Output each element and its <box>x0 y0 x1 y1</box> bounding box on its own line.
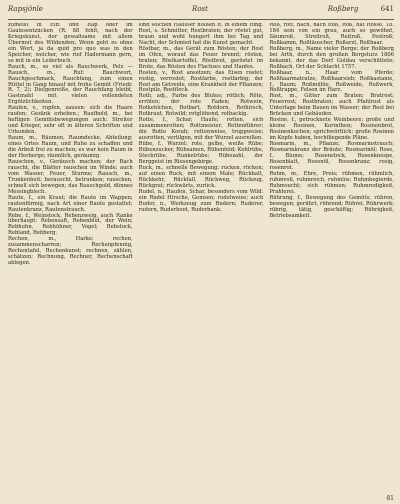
entry-paragraph: Rechen, m., Harke; rechen, zusammenscharren; Rechenpfennig, Rechentafel, Rechenkunst; rechnen, zählen, schätzen; Rechnung, Rechner, Rechenschaft ablegen. <box>8 236 133 267</box>
entry-paragraph: Roßhaar, n., Haar vom Pferde; Roßhaarmatratze, Roßhaarsieb; Roßkastanie, f., Baum; Roßmühle, Roßweide, Roßwerk, Roßtrappe, Felsen im Harz. <box>269 69 395 94</box>
entry-paragraph: Rosmarin, m., Pflanze; Rosmarinstrauch; Rosmarinkranz der Bräute; Rosmarinöl; Rose, f., Blume; Rosenstock, Rosenknospe, Rosenblatt, Rosenöl, Rosenkranz; rosig, rosenrot. <box>269 141 395 171</box>
column-left <box>8 23 133 501</box>
entry-paragraph: Rübe, f., Wurzel: rote, gelbe, weiße Rübe; Rübenzucker, Rübsamen, Rübenfeld; Kohlrübe, Steckrübe, Runkelrübe; Rübezahl, der Berggeist im Riesengebirge. <box>138 141 264 165</box>
entry-paragraph: Rosine, f., getrocknete Weinbeere; große und kleine Rosinen, Korinthen; Rosinenbrot, Rosinenkuchen; sprichwörtlich: große Rosinen im Kopfe haben, hochfliegende Pläne. <box>269 117 395 142</box>
entry-paragraph: Rosten, v., Rost ansetzen; das Eisen rostet; rostig, verrostet; Rostfarbe, rostfarbig; der Rost am Getreide, eine Krankheit der Pflanzen; Rostpilz, Rostfleck. <box>138 69 264 94</box>
header-left-word: Rapsjönle <box>8 5 43 13</box>
entry-paragraph: Roßberg, m., Name vieler Berge; der Roßberg bei Arth, durch den großen Bergsturz 1806 bekannt, der das Dorf Goldau verschüttete; Roßbach, Ort der Schlacht 1757. <box>269 45 395 70</box>
entry-paragraph: Rauschen, v., Geräusch machen; der Bach rauscht, die Blätter rauschen im Winde; auch vom Wasser, Feuer, Sturme; Rausch, m., Trunkenheit; berauscht, betrunken; rauschen, schnell sich bewegen; das Rauschgold, dünnes Messingblech. <box>8 158 133 195</box>
header-center-word: Rost <box>192 5 208 13</box>
entry-paragraph: Ruhm, m., Ehre, Preis; rühmen, rühmlich, ruhmvoll, ruhmreich, ruhmlos; Ruhmbegierde, Ruhmsucht; sich rühmen; Ruhmredigkeit, Prahlerei. <box>269 170 395 195</box>
header-rule <box>8 19 394 20</box>
signature-mark: 81 <box>386 495 394 502</box>
entry-paragraph: Roth, adj., Farbe des Blutes; rötlich, Röte, erröten; der rote Faden; Rotwein, Rotkehlchen, Rotbart, Rotdorn, Rothirsch, Rotkraut, Rotwild; rotglühend, rotbackig. <box>138 93 264 118</box>
header-right-keyword: Roßberg <box>327 5 359 13</box>
entry-paragraph: Rost, m., Gitter zum Braten; Bratrost; Feuerrost; Rostbraten; auch Pfahlrost als Unterlage beim Bauen im Wasser; der Rost bei Brücken und Gebäuden. <box>269 93 395 118</box>
text-columns <box>8 23 394 501</box>
entry-paragraph: Rebe, f., Weinstock, Rebenzweig, auch Ranke überhaupt: Rebensaft, Rebenblut, der Wein; Rebhuhn, Rebhühner, Vogel; Rebstock, Rebland, Rebberg. <box>8 212 133 237</box>
entry-paragraph: Röstbar, m., das Gerät zum Rösten; der Rost im Ofen, worauf das Feuer brennt; rösten, braten; Röstkartoffel, Röstbrot, geröstet im Brote, das Rösten des Flachses und Hanfes. <box>138 45 264 70</box>
running-header <box>8 5 394 17</box>
page-number: 641 <box>380 5 394 13</box>
entry-paragraph: Raufen, v., rupfen, zausen: sich die Haare raufen; Gezänk erheben.; Raufbold, m., bei heftigen Gemütsbewegungen auch: Streiter und Krieger, sehr oft in älteren Schriften und Urkunden. <box>8 105 133 136</box>
column-middle <box>139 23 264 501</box>
entry-paragraph: Raum, m., Räumen, Raumdecke, Abteilung: eines Ortes Raum, und Ruhe zu schaffen und die Arbeit frei zu machen; es war kein Raum in der Herberge; räumlich, geräumig. <box>8 135 133 159</box>
entry-paragraph: sind solchen Häusser hölßen R. in einem Ring. Rost, s. Schmitter, Rostbraten; der röstet gut, braun und wohl hungert ihm bei Tag und Nacht, der Schmied hat die Kunst gemacht. <box>138 23 264 46</box>
entry-paragraph: Raute, f., ein Kraut; die Raute im Wappen; rautenförmig, nach Art einer Raute gestaltet; Rautenkranz, Rautenstrauch. <box>8 194 133 213</box>
entry-paragraph: Rührung, f., Bewegung des Gemüts; rühren, bewegen; gerührt, rührend; Rührei, Rührwerk; rührig, tätig, geschäftig; Rührigkeit, Betriebsamkeit. <box>269 194 395 219</box>
entry-paragraph: Rudel, n., Haufen, Schar, besonders vom Wild: ein Rudel Hirsche, Gemsen; rudelweise; auch Ruder, n., Werkzeug zum Rudern; Ruderer, rudern, Ruderboot, Ruderbank. <box>138 188 264 213</box>
column-right <box>269 23 394 501</box>
entry-paragraph: Roß, rott, nach, nach Roß, Roß, hat Rosse, 18. 184 sein von ein grau, auch so gewöhnt, Säumroß, Streitroß, Reitroß, Postroß; Roßkamm, Roßtäuscher, Roßarzt, Roßhaar. <box>269 23 395 46</box>
entry-paragraph: Rotte, f., Schar, Haufe; rotten, sich zusammenrotten; Rottmeister, Rottenführer; die Rotte Korah; rottenweise, truppweise; ausrotten, vertilgen, mit der Wurzel ausreißen. <box>138 117 264 142</box>
entry-paragraph: Rauch, m., so viel als Rauchwerk, Pelz — Rausch, m., Ruf: Rauchwort, Rauchgeschmack, Rauchfang, zum einen Rüttel in Gang hinauf mit frohe Gemüt (Friedr. R. 7, 2); Dielgenreiße, der Rauchfang bleibt, Gastmahl mit vielen vollendeten Ergötzlichkeiten. <box>8 63 133 106</box>
entry-paragraph: Ruck, m., schnelle Bewegung; rucken, rücken; auf einen Ruck, mit einem Male; Rückhalt, Rückkehr, Rückfall, Rückweg, Rückzug, Rückgrat; rückwärts, zurück. <box>138 164 264 189</box>
entry-paragraph: zumeist in Ein: und Rap oder im Gaulesentzücken (R. 88 fehlt, nach der Kriegskunst, der gewaltsame mit allem Übermut des Wildenden; Wenn geht es ohne ein Wort, ja da quid pro quo was in den Speicher, welcher, wie rief Hadermann gern, so mit in ein Lederbuch. <box>8 23 133 64</box>
